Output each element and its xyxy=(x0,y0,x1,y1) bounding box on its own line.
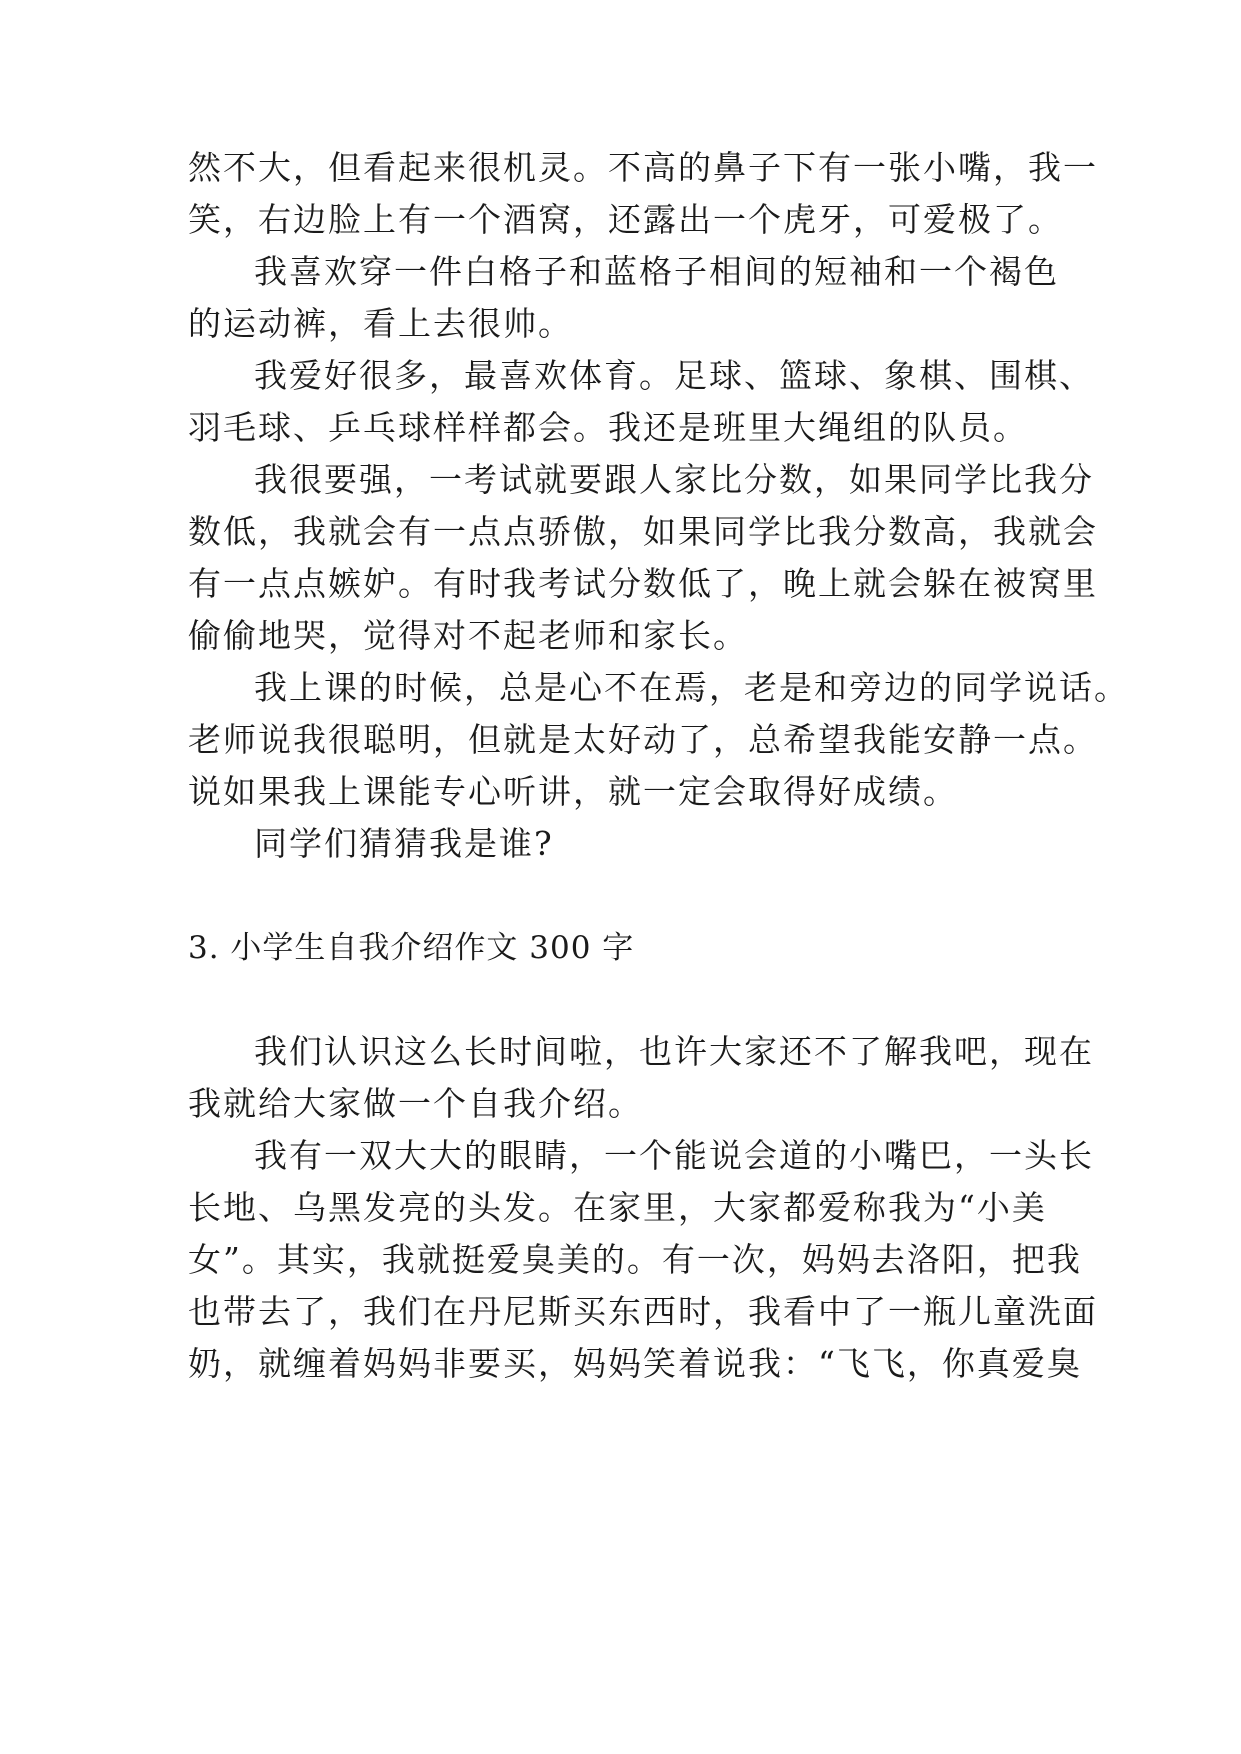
text-line: 老师说我很聪明，但就是太好动了，总希望我能安静一点。 xyxy=(188,720,1098,759)
text-line: 奶，就缠着妈妈非要买，妈妈笑着说我：“飞飞，你真爱臭 xyxy=(188,1344,1082,1383)
text-line: 也带去了，我们在丹尼斯买东西时，我看中了一瓶儿童洗面 xyxy=(188,1292,1098,1331)
text-line: 我们认识这么长时间啦，也许大家还不了解我吧，现在 xyxy=(254,1032,1094,1071)
text-line: 长地、乌黑发亮的头发。在家里，大家都爱称我为“小美 xyxy=(188,1188,1047,1227)
text-line: 我喜欢穿一件白格子和蓝格子相间的短袖和一个褐色 xyxy=(254,252,1059,291)
text-line: 羽毛球、乒乓球样样都会。我还是班里大绳组的队员。 xyxy=(188,408,1028,447)
text-line: 有一点点嫉妒。有时我考试分数低了，晚上就会躲在被窝里 xyxy=(188,564,1098,603)
text-line: 笑，右边脸上有一个酒窝，还露出一个虎牙，可爱极了。 xyxy=(188,200,1063,239)
text-line: 说如果我上课能专心听讲，就一定会取得好成绩。 xyxy=(188,772,958,811)
text-line: 我很要强，一考试就要跟人家比分数，如果同学比我分 xyxy=(254,460,1094,499)
text-line: 数低，我就会有一点点骄傲，如果同学比我分数高，我就会 xyxy=(188,512,1098,551)
text-line: 偷偷地哭，觉得对不起老师和家长。 xyxy=(188,616,748,655)
section-heading: 3. 小学生自我介绍作文 300 字 xyxy=(188,930,635,966)
text-line: 的运动裤，看上去很帅。 xyxy=(188,304,573,343)
text-line: 我就给大家做一个自我介绍。 xyxy=(188,1084,643,1123)
text-line: 我上课的时候，总是心不在焉，老是和旁边的同学说话。 xyxy=(254,668,1129,707)
text-line: 然不大，但看起来很机灵。不高的鼻子下有一张小嘴，我一 xyxy=(188,148,1098,187)
text-line: 我爱好很多，最喜欢体育。足球、篮球、象棋、围棋、 xyxy=(254,356,1094,395)
text-line: 我有一双大大的眼睛，一个能说会道的小嘴巴，一头长 xyxy=(254,1136,1094,1175)
text-line: 同学们猜猜我是谁? xyxy=(254,824,554,863)
text-line: 女”。其实，我就挺爱臭美的。有一次，妈妈去洛阳，把我 xyxy=(188,1240,1082,1279)
